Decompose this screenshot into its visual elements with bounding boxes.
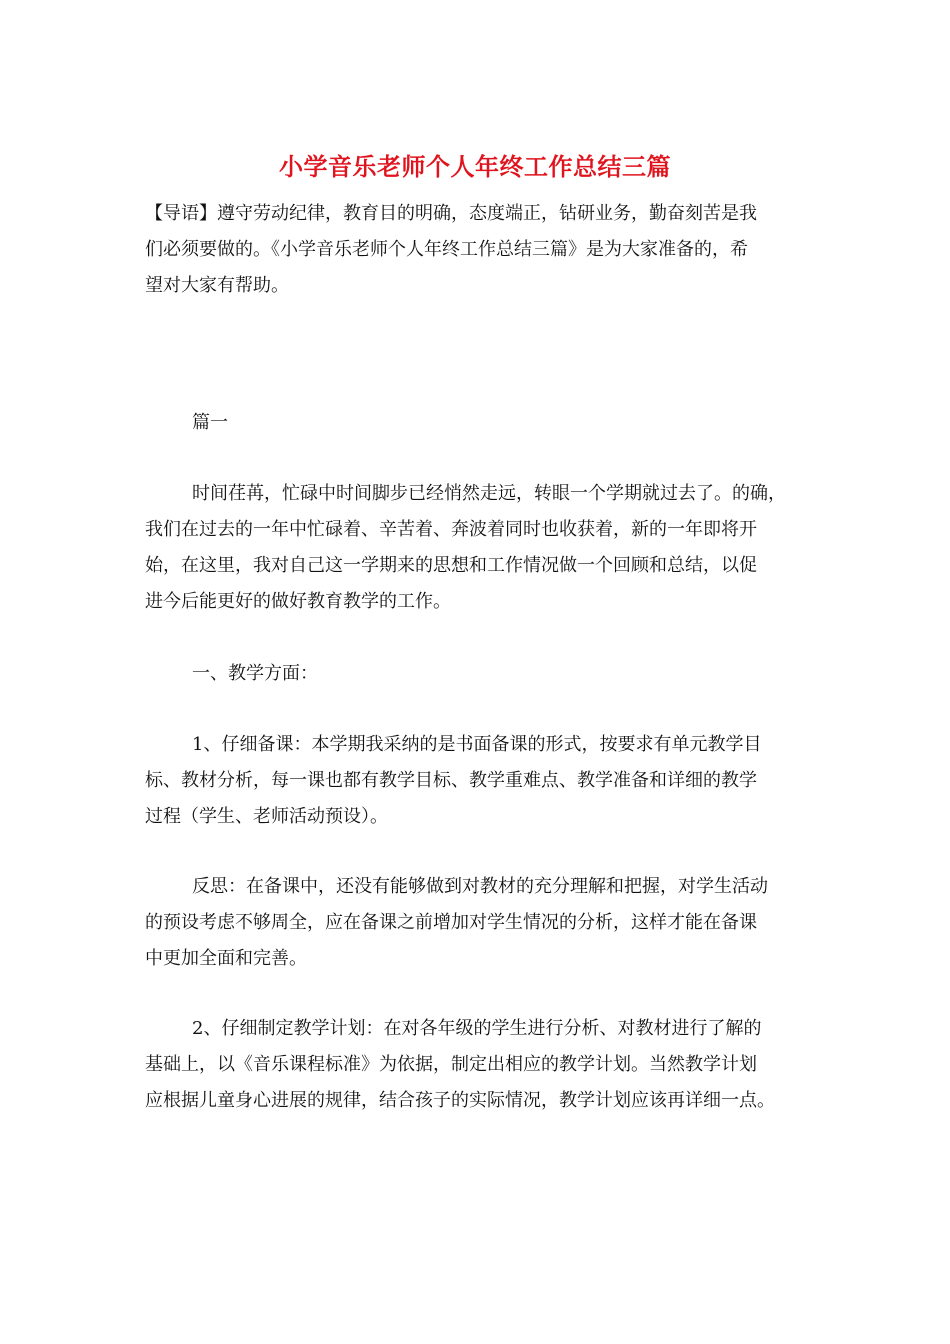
paragraph-4 <box>145 1011 805 1119</box>
section-heading-teaching: 一、教学方面： <box>192 663 318 684</box>
paragraph-line: 应根据儿童身心进展的规律，结合孩子的实际情况，教学计划应该再详细一点。 <box>145 1090 775 1111</box>
paragraph-line: 我们在过去的一年中忙碌着、辛苦着、奔波着同时也收获着，新的一年即将开 <box>145 519 757 540</box>
intro-line: 【导语】遵守劳动纪律，教育目的明确，态度端正，钻研业务，勤奋刻苦是我 <box>145 203 757 224</box>
intro-line: 们必须要做的。《小学音乐老师个人年终工作总结三篇》是为大家准备的，希 <box>145 239 748 260</box>
paragraph-line: 2、仔细制定教学计划：在对各年级的学生进行分析、对教材进行了解的 <box>192 1018 762 1039</box>
paragraph-line: 始，在这里，我对自己这一学期来的思想和工作情况做一个回顾和总结，以促 <box>145 555 757 576</box>
section-label: 篇一 <box>192 412 228 433</box>
paragraph-line: 中更加全面和完善。 <box>145 948 307 969</box>
paragraph-line: 进今后能更好的做好教育教学的工作。 <box>145 591 451 612</box>
paragraph-2 <box>145 727 805 835</box>
document-title: 小学音乐老师个人年终工作总结三篇 <box>279 152 671 181</box>
paragraph-line: 1、仔细备课：本学期我采纳的是书面备课的形式，按要求有单元教学目 <box>192 734 762 755</box>
paragraph-1 <box>145 476 805 620</box>
paragraph-line: 的预设考虑不够周全，应在备课之前增加对学生情况的分析，这样才能在备课 <box>145 912 757 933</box>
intro-paragraph <box>145 196 805 304</box>
paragraph-line: 过程（学生、老师活动预设）。 <box>145 806 388 827</box>
paragraph-line: 基础上，以《音乐课程标准》为依据，制定出相应的教学计划。当然教学计划 <box>145 1054 757 1075</box>
paragraph-line: 反思：在备课中，还没有能够做到对教材的充分理解和把握，对学生活动 <box>192 876 768 897</box>
paragraph-line: 时间荏苒，忙碌中时间脚步已经悄然走远，转眼一个学期就过去了。的确， <box>192 483 786 504</box>
paragraph-line: 标、教材分析，每一课也都有教学目标、教学重难点、教学准备和详细的教学 <box>145 770 757 791</box>
intro-line: 望对大家有帮助。 <box>145 275 289 296</box>
paragraph-3 <box>145 869 805 977</box>
